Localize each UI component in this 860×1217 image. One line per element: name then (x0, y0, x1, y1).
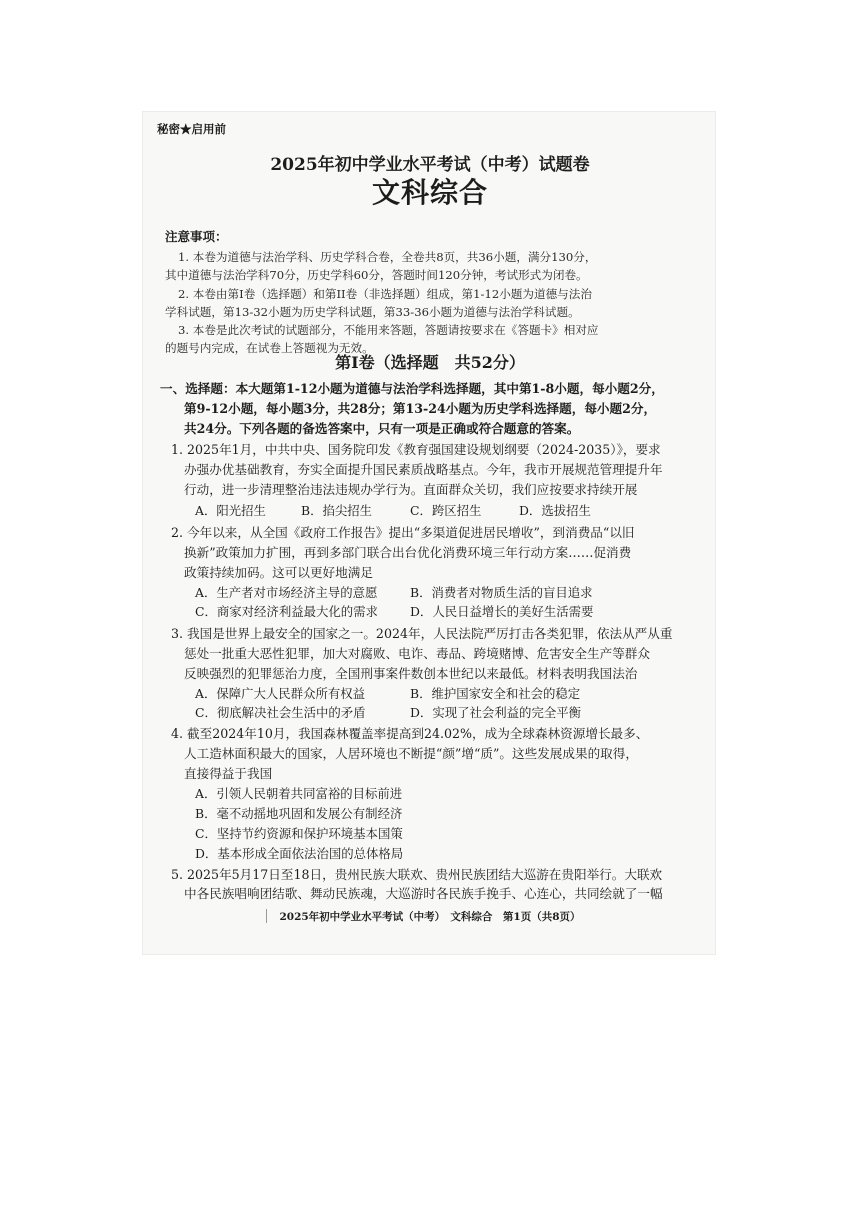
note-line: 3. 本卷是此次考试的试题部分，不能用来答题，答题请按要求在《答题卡》相对应 (178, 323, 599, 337)
part1-title: 第I卷（选择题 共52分） (335, 353, 525, 372)
notes-heading: 注意事项： (165, 229, 228, 244)
exam-title: 2025年初中学业水平考试（中考）试题卷 (270, 155, 590, 175)
question-4-stem-line: 4. 截至2024年10月，我国森林覆盖率提高到24.02%，成为全球森林资源增长最多、 (171, 726, 649, 741)
subject-title: 文科综合 (371, 176, 488, 209)
question-2-stem-line: 换新”政策加力扩围，再到多部门联合出台优化消费环境三年行动方案……促消费 (184, 545, 632, 560)
note-line: 的题号内完成，在试卷上答题视为无效。 (165, 341, 374, 355)
page-footer: 2025年初中学业水平考试（中考） 文科综合 第1页（共8页） (279, 911, 581, 923)
question-1-stem-line: 办强办优基础教育，夯实全面提升国民素质战略基点。今年，我市开展规范管理提升年 (184, 462, 663, 477)
question-2-option-b[interactable]: B．消费者对物质生活的盲目追求 (410, 585, 593, 600)
question-5-stem-line: 中各民族唱响团结歌、舞动民族魂，大巡游时各民族手挽手、心连心，共同绘就了一幅 (184, 886, 663, 901)
question-2-option-a[interactable]: A．生产者对市场经济主导的意愿 (195, 585, 378, 600)
section-instructions-line: 第9-12小题，每小题3分，共28分；第13-24小题为历史学科选择题，每小题2分， (184, 401, 657, 416)
question-2-stem-line: 2. 今年以来，从全国《政府工作报告》提出“多渠道促进居民增收”，到消费品“以旧 (171, 525, 635, 540)
question-4-option-a[interactable]: A．引领人民朝着共同富裕的目标前进 (195, 786, 403, 801)
question-1-option-a[interactable]: A．阳光招生 (195, 503, 266, 518)
question-3-option-a[interactable]: A．保障广大人民群众所有权益 (195, 686, 366, 701)
question-2-option-c[interactable]: C．商家对经济利益最大化的需求 (195, 604, 378, 619)
question-2-option-d[interactable]: D．人民日益增长的美好生活需要 (410, 604, 594, 619)
question-4-stem-line: 人工造林面积最大的国家，人居环境也不断提“颜”增“质”。这些发展成果的取得， (184, 746, 638, 761)
question-1-option-b[interactable]: B．掐尖招生 (301, 503, 373, 518)
note-line: 2. 本卷由第I卷（选择题）和第II卷（非选择题）组成，第1-12小题为道德与法治 (178, 287, 592, 301)
question-3-option-b[interactable]: B．维护国家安全和社会的稳定 (410, 686, 581, 701)
question-1-option-c[interactable]: C．跨区招生 (410, 503, 482, 518)
question-3-stem-line: 惩处一批重大恶性犯罪，加大对腐败、电诈、毒品、跨境赌博、危害安全生产等群众 (184, 646, 650, 661)
note-line: 1. 本卷为道德与法治学科、历史学科合卷，全卷共8页，共36小题，满分130分， (178, 250, 597, 264)
question-4-option-b[interactable]: B．毫不动摇地巩固和发展公有制经济 (195, 806, 403, 821)
question-1-stem-line: 1. 2025年1月，中共中央、国务院印发《教育强国建设规划纲要（2024-2035）》，要求 (171, 442, 661, 457)
note-line: 其中道德与法治学科70分，历史学科60分，答题时间120分钟，考试形式为闭卷。 (165, 268, 588, 282)
question-3-option-c[interactable]: C．彻底解决社会生活中的矛盾 (195, 705, 366, 720)
section-instructions-line: 一、选择题：本大题第1-12小题为道德与法治学科选择题，其中第1-8小题，每小题2分， (160, 381, 664, 396)
question-1-stem-line: 行动，进一步清理整治违法违规办学行为。直面群众关切，我们应按要求持续开展 (184, 482, 638, 497)
section-instructions-line: 共24分。下列各题的备选答案中，只有一项是正确或符合题意的答案。 (184, 421, 580, 436)
question-2-stem-line: 政策持续加码。这可以更好地满足 (184, 565, 373, 580)
question-1-option-d[interactable]: D．选拔招生 (519, 503, 591, 518)
question-3-stem-line: 3. 我国是世界上最安全的国家之一。2024年，人民法院严厉打击各类犯罪，依法从严从重 (171, 626, 673, 641)
question-3-option-d[interactable]: D．实现了社会利益的完全平衡 (410, 705, 582, 720)
question-3-stem-line: 反映强烈的犯罪惩治力度，全国刑事案件数创本世纪以来最低。材料表明我国法治 (184, 666, 638, 681)
question-4-option-d[interactable]: D．基本形成全面依法治国的总体格局 (195, 846, 404, 861)
secret-label: 秘密★启用前 (157, 122, 226, 136)
note-line: 学科试题，第13-32小题为历史学科试题，第33-36小题为道德与法治学科试题。 (165, 305, 580, 319)
question-4-stem-line: 直接得益于我国 (184, 766, 273, 781)
question-5-stem-line: 5. 2025年5月17日至18日，贵州民族大联欢、贵州民族团结大巡游在贵阳举行。大联欢 (171, 867, 663, 882)
question-4-option-c[interactable]: C．坚持节约资源和保护环境基本国策 (195, 826, 403, 841)
